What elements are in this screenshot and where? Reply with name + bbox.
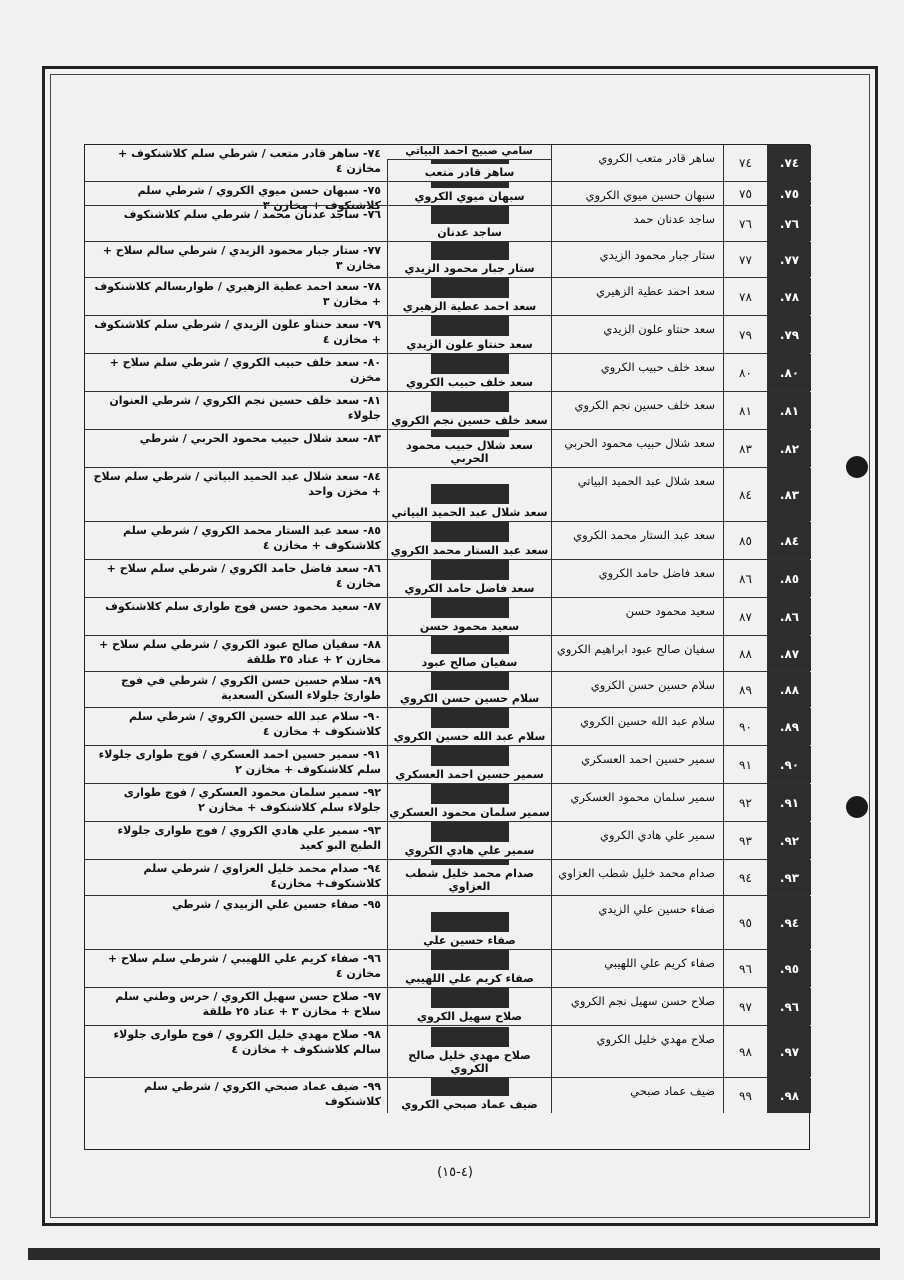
table-row (85, 745, 809, 783)
table-row (85, 1025, 809, 1077)
sequence-number: ٩٠ (723, 708, 767, 745)
redacted-photo (431, 182, 509, 188)
notes-cell: ٩٦- صفاء كريم علي اللهيبي / شرطي سلم سلاح + مخازن ٤ (107, 952, 381, 980)
page-reference: (٤-١٥) (437, 1165, 473, 1180)
name-cell: ستار جبار محمود الزيدي (551, 242, 723, 277)
notes-cell: ٨٩- سلام حسين حسن الكروي / شرطي في فوج طوارئ جلولاء السكن السعدية (121, 674, 381, 702)
sequence-number: ٨٧ (723, 598, 767, 635)
sequence-number: ٧٨ (723, 278, 767, 315)
row-number: .٧٩ (767, 316, 811, 353)
photo-cell (387, 636, 551, 671)
photo-cell (387, 316, 551, 353)
sequence-number: ٩٣ (723, 822, 767, 859)
notes-cell: ٩٢- سمير سلمان محمود العسكري / فوج طوارى جلولاء سلم كلاشنكوف + مخازن ٢ (123, 786, 381, 814)
row-number: .٩٥ (767, 950, 811, 987)
table-row (85, 521, 809, 559)
redacted-photo (431, 950, 509, 970)
redacted-photo (431, 560, 509, 580)
table-row (85, 1077, 809, 1113)
sequence-number: ٨٤ (723, 468, 767, 521)
notes-cell: ٧٤- ساهر قادر متعب / شرطي سلم كلاشنكوف + مخازن ٤ (118, 147, 381, 175)
notes-cell: ٨٧- سعيد محمود حسن فوج طوارى سلم كلاشنكوف (105, 600, 381, 613)
photo-cell (387, 784, 551, 821)
notes-cell: ٩١- سمير حسين احمد العسكري / فوج طوارى جلولاء سلم كلاشنكوف + مخازن ٢ (98, 748, 381, 776)
photo-cell (387, 278, 551, 315)
sequence-number: ٨٩ (723, 672, 767, 707)
table-row (85, 783, 809, 821)
name-cell: سلام عبد الله حسين الكروي (551, 708, 723, 745)
row-number: .٩٠ (767, 746, 811, 783)
photo-caption: سلام حسين حسن الكروي (399, 692, 540, 705)
photo-caption: سعد شلال عبد الحميد البياتي (391, 506, 548, 519)
row-number: .٨٣ (767, 468, 811, 521)
row-number: .٩٣ (767, 860, 811, 895)
table-row (85, 559, 809, 597)
notes-cell: ٩٧- صلاح حسن سهيل الكروي / حرس وطني سلم سلاح + مخازن ٣ + عتاد ٢٥ طلقة (115, 990, 381, 1018)
row-number: .٨٧ (767, 636, 811, 671)
photo-cell (387, 206, 551, 241)
notes-cell: ٩٤- صدام محمد خليل العزاوي / شرطي سلم كلاشنكوف+ مخازن٤ (143, 862, 381, 890)
photo-caption: سمير حسين احمد العسكري (395, 768, 544, 781)
name-cell: ضيف عماد صبحي (551, 1078, 723, 1113)
name-cell: سمير حسين احمد العسكري (551, 746, 723, 783)
redacted-photo (431, 746, 509, 766)
sequence-number: ٧٩ (723, 316, 767, 353)
photo-caption: سعد حنتاو علون الزيدي (406, 338, 533, 351)
notes-cell: ٨٣- سعد شلال حبيب محمود الحربي / شرطي (139, 432, 381, 445)
name-cell: صلاح حسن سهيل نجم الكروي (551, 988, 723, 1025)
sequence-number: ٧٥ (723, 182, 767, 205)
redacted-photo (431, 392, 509, 412)
photo-cell (387, 896, 551, 949)
redacted-photo (431, 822, 509, 842)
table-row (85, 597, 809, 635)
table-row (85, 895, 809, 949)
photo-caption: سمير علي هادي الكروي (404, 844, 535, 857)
row-number: .٨٩ (767, 708, 811, 745)
table-row (85, 467, 809, 521)
photo-cell (387, 522, 551, 559)
sequence-number: ٩٦ (723, 950, 767, 987)
notes-cell: ٩٠- سلام عبد الله حسين الكروي / شرطي سلم كلاشنكوف + مخازن ٤ (129, 710, 381, 738)
photo-caption: سعد فاضل حامد الكروي (404, 582, 535, 595)
photo-cell (387, 598, 551, 635)
notes-cell: ٨١- سعد خلف حسين نجم الكروي / شرطي العنوان جلولاء (109, 394, 381, 422)
table-row (85, 277, 809, 315)
sequence-number: ٧٧ (723, 242, 767, 277)
name-cell: سمير علي هادي الكروي (551, 822, 723, 859)
row-number: .٧٧ (767, 242, 811, 277)
redacted-photo (431, 912, 509, 932)
photo-cell (387, 708, 551, 745)
sequence-number: ٨٠ (723, 354, 767, 391)
notes-cell: ٧٧- ستار جبار محمود الزيدي / شرطي سالم سلاح + مخازن ٣ (102, 244, 381, 272)
table-row (85, 987, 809, 1025)
name-cell: سعد خلف حسين نجم الكروي (551, 392, 723, 429)
table-row (85, 635, 809, 671)
row-number: .٩٢ (767, 822, 811, 859)
photo-caption: سلام عبد الله حسين الكروي (393, 730, 546, 743)
name-cell: سعد فاضل حامد الكروي (551, 560, 723, 597)
notes-cell: ٩٣- سمير علي هادي الكروي / فوج طوارى جلولاء الطبج البو كعيد (117, 824, 381, 852)
photo-cell (387, 950, 551, 987)
redacted-photo (431, 636, 509, 654)
photo-cell (387, 672, 551, 707)
row-number: .٩٧ (767, 1026, 811, 1077)
redacted-photo (431, 784, 509, 804)
photo-cell (387, 1026, 551, 1077)
redacted-photo (431, 860, 509, 865)
punch-hole-bottom (846, 796, 868, 818)
photo-caption: سعد شلال حبيب محمود الحربي (406, 439, 533, 465)
redacted-photo (431, 988, 509, 1008)
sequence-number: ٨٣ (723, 430, 767, 467)
table-row (85, 205, 809, 241)
name-cell: صفاء حسين علي الزيدي (551, 896, 723, 949)
table-row (85, 181, 809, 212)
notes-cell: ٧٩- سعد حنتاو علون الزيدي / شرطي سلم كلاشنكوف + مخازن ٤ (94, 318, 381, 346)
name-cell: سعد احمد عطية الزهيري (551, 278, 723, 315)
name-cell: صفاء كريم علي اللهيبي (551, 950, 723, 987)
notes-cell: ٧٨- سعد احمد عطية الزهيري / طوارىسالم كلاشنكوف + مخازن ٣ (94, 280, 381, 308)
redacted-photo (431, 316, 509, 336)
photo-caption: ساجد عدنان (437, 226, 502, 239)
notes-cell: ٩٩- ضيف عماد صبحي الكروي / شرطي سلم كلاشنكوف (143, 1080, 381, 1108)
sequence-number: ٩١ (723, 746, 767, 783)
photo-cell (387, 746, 551, 783)
redacted-photo (431, 708, 509, 728)
sequence-number: ٩٨ (723, 1026, 767, 1077)
photo-cell (387, 1078, 551, 1113)
name-cell: سمير سلمان محمود العسكري (551, 784, 723, 821)
notes-cell: ٨٦- سعد فاضل حامد الكروي / شرطي سلم سلاح + مخازن ٤ (106, 562, 381, 590)
scan-edge-bar (28, 1248, 880, 1260)
redacted-photo (431, 522, 509, 542)
sequence-number: ٧٦ (723, 206, 767, 241)
photo-caption: سفيان صالح عبود (421, 656, 518, 669)
name-cell: ساجد عدنان حمد (551, 206, 723, 241)
table-row (85, 707, 809, 745)
redacted-photo (431, 430, 509, 437)
photo-caption: صلاح سهيل الكروي (417, 1010, 523, 1023)
photo-cell (387, 988, 551, 1025)
row-number: .٨٠ (767, 354, 811, 391)
photo-caption: سبهان ميوي الكروي (414, 190, 525, 203)
photo-caption: سعد احمد عطية الزهيري (402, 300, 537, 313)
photo-cell (387, 560, 551, 597)
table-row (85, 429, 809, 467)
row-number: .٩٨ (767, 1078, 811, 1113)
name-cell: سعد خلف حبيب الكروي (551, 354, 723, 391)
photo-cell (387, 242, 551, 277)
row-number: .٩٦ (767, 988, 811, 1025)
row-number: .٨٦ (767, 598, 811, 635)
table-row (85, 241, 809, 277)
name-cell: سعد شلال عبد الحميد البياتي (551, 468, 723, 521)
row-number: .٨٨ (767, 672, 811, 707)
photo-cell (387, 354, 551, 391)
row-number: .٧٨ (767, 278, 811, 315)
row-number: .٨٥ (767, 560, 811, 597)
name-cell: سفيان صالح عبود ابراهيم الكروي (551, 636, 723, 671)
sequence-number: ٩٢ (723, 784, 767, 821)
name-cell: سلام حسين حسن الكروي (551, 672, 723, 707)
photo-caption: سعيد محمود حسن (419, 620, 520, 633)
sequence-number: ٨٥ (723, 522, 767, 559)
redacted-photo (431, 1078, 509, 1096)
redacted-photo (431, 672, 509, 690)
row-number: .٩٤ (767, 896, 811, 949)
table-row (85, 671, 809, 707)
notes-cell: ٨٨- سفيان صالح عبود الكروي / شرطي سلم سلاح + مخازن ٢ + عتاد ٣٥ طلقة (98, 638, 381, 666)
redacted-photo (431, 278, 509, 298)
table-row (85, 949, 809, 987)
photo-cell (387, 430, 551, 467)
photo-caption: سمير سلمان محمود العسكري (389, 806, 550, 819)
sequence-number: ٨٨ (723, 636, 767, 671)
redacted-photo (431, 484, 509, 504)
photo-caption: صفاء حسين علي (423, 934, 516, 947)
sequence-number: ٨١ (723, 392, 767, 429)
row-number: .٩١ (767, 784, 811, 821)
notes-cell: ٧٦- ساجد عدنان محمد / شرطي سلم كلاشنكوف (123, 208, 381, 221)
notes-cell: ٧٥- سبهان حسن ميوي الكروي / شرطي سلم كلاشنكوف + مخازن ٣ (137, 184, 381, 212)
row-number: .٨٢ (767, 430, 811, 467)
photo-caption: ستار جبار محمود الزيدي (404, 262, 535, 275)
redacted-photo (431, 598, 509, 618)
sequence-number: ٧٤ (723, 145, 767, 181)
table-row (85, 315, 809, 353)
photo-caption: سعد خلف حبيب الكروي (406, 376, 533, 389)
photo-caption: سعد خلف حسين نجم الكروي (391, 414, 548, 427)
photo-cell (387, 822, 551, 859)
photo-caption: ضيف عماد صبحي الكروي (401, 1098, 538, 1111)
personnel-table (84, 144, 810, 1150)
name-cell: سبهان حسين ميوي الكروي (551, 182, 723, 205)
row-number: .٧٥ (767, 182, 811, 205)
redacted-photo (431, 242, 509, 260)
photo-caption: سعد عبد الستار محمد الكروي (390, 544, 549, 557)
row-number: .٨٤ (767, 522, 811, 559)
sequence-number: ٩٥ (723, 896, 767, 949)
header-name-line: سامي صبيح احمد البياتي (387, 145, 551, 160)
table-row (85, 353, 809, 391)
redacted-photo (431, 1027, 509, 1047)
name-cell: ساهر قادر متعب الكروي (551, 145, 723, 181)
name-cell: سعد عبد الستار محمد الكروي (551, 522, 723, 559)
notes-cell: ٩٥- صفاء حسين علي الزبيدي / شرطي (172, 898, 381, 911)
row-number: .٧٤ (767, 145, 811, 181)
photo-caption: صلاح مهدي خليل صالح الكروي (408, 1049, 531, 1075)
sequence-number: ٩٩ (723, 1078, 767, 1113)
photo-cell (387, 860, 551, 895)
photo-cell (387, 468, 551, 521)
photo-caption: ساهر قادر متعب (424, 166, 515, 179)
notes-cell: ٨٤- سعد شلال عبد الحميد البياتي / شرطي سلم سلاح + مخزن واحد (93, 470, 381, 498)
punch-hole-top (846, 456, 868, 478)
table-row (85, 821, 809, 859)
row-number: .٧٦ (767, 206, 811, 241)
sequence-number: ٩٤ (723, 860, 767, 895)
name-cell: سعد حنتاو علون الزيدي (551, 316, 723, 353)
sequence-number: ٨٦ (723, 560, 767, 597)
notes-cell: ٨٠- سعد خلف حبيب الكروي / شرطي سلم سلاح + مخزن (109, 356, 381, 384)
redacted-photo (431, 354, 509, 374)
table-row (85, 859, 809, 895)
sequence-number: ٩٧ (723, 988, 767, 1025)
name-cell: صدام محمد خليل شطب العزاوي (551, 860, 723, 895)
row-number: .٨١ (767, 392, 811, 429)
photo-cell (387, 392, 551, 429)
name-cell: سعيد محمود حسن (551, 598, 723, 635)
photo-caption: صفاء كريم علي اللهيبي (405, 972, 534, 985)
name-cell: صلاح مهدي خليل الكروي (551, 1026, 723, 1077)
photo-caption: صدام محمد خليل شطب العزاوي (405, 867, 534, 893)
table-row (85, 391, 809, 429)
name-cell: سعد شلال حبيب محمود الحربي (551, 430, 723, 467)
redacted-photo (431, 206, 509, 224)
notes-cell: ٨٥- سعد عبد الستار محمد الكروي / شرطي سلم كلاشنكوف + مخازن ٤ (122, 524, 381, 552)
photo-cell (387, 182, 551, 205)
notes-cell: ٩٨- صلاح مهدي خليل الكروي / فوج طوارى جلولاء سالم كلاشنكوف + مخازن ٤ (113, 1028, 381, 1056)
